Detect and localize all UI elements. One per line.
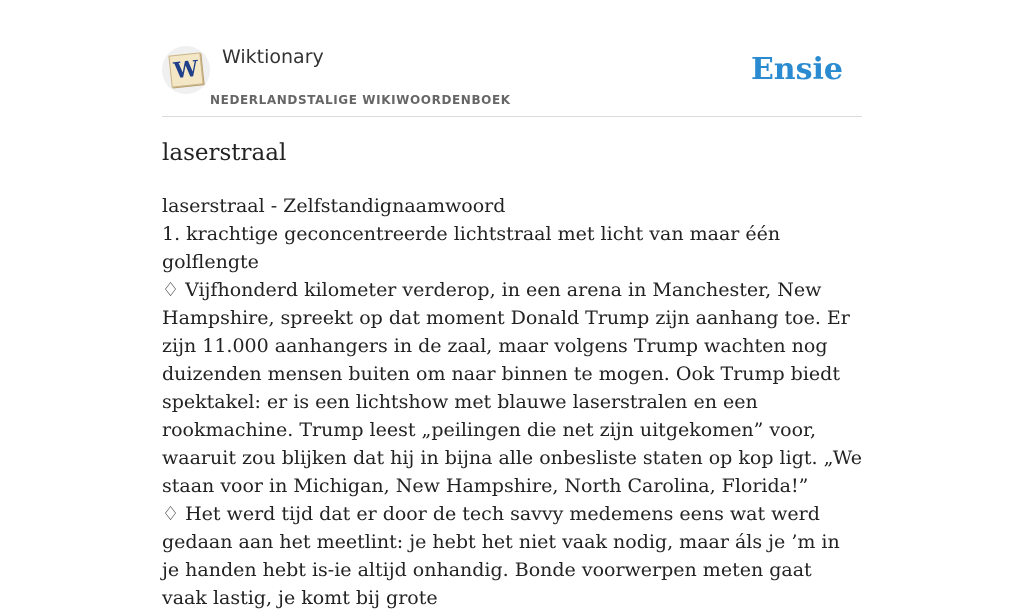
logo-tile [168,52,203,87]
brand-logo[interactable]: Ensie [750,52,843,87]
site-subtitle: NEDERLANDSTALIGE WIKIWOORDENBOEK [210,93,511,107]
entry-title: laserstraal [162,140,287,166]
page [162,0,862,609]
entry-content [162,192,862,612]
example-2: ♢ Het werd tijd dat er door de tech savvy medemens eens wat werd gedaan aan het meetlint: je hebt het niet vaak nodig, maar áls je ’m in je handen hebt is-ie altijd onhandig. Bonde voorwerpen meten gaat vaak lastig, je komt bij grote [162,503,840,609]
logo-letter: W [172,55,200,85]
entry-heading: laserstraal - Zelfstandignaamwoord [162,195,506,217]
definition: 1. krachtige geconcentreerde lichtstraal met licht van maar één golflengte [162,223,781,273]
example-1: ♢ Vijfhonderd kilometer verderop, in een arena in Manchester, New Hampshire, spreekt op dat moment Donald Trump zijn aanhang toe. Er zijn 11.000 aanhangers in de zaal, maar volgens Trump wachten nog duizenden mensen buiten om naar binnen te mogen. Ook Trump biedt spektakel: er is een lichtshow met blauwe laserstralen en een rookmachine. Trump leest „peilingen die net zijn uitgekomen” voor, waaruit zou blijken dat hij in bijna alle onbesliste staten op kop ligt. „We staan voor in Michigan, New Hampshire, North Carolina, Florida!” [162,279,862,497]
site-name[interactable]: Wiktionary [222,46,324,68]
site-header [162,0,862,117]
wiktionary-logo-icon[interactable] [162,46,210,94]
